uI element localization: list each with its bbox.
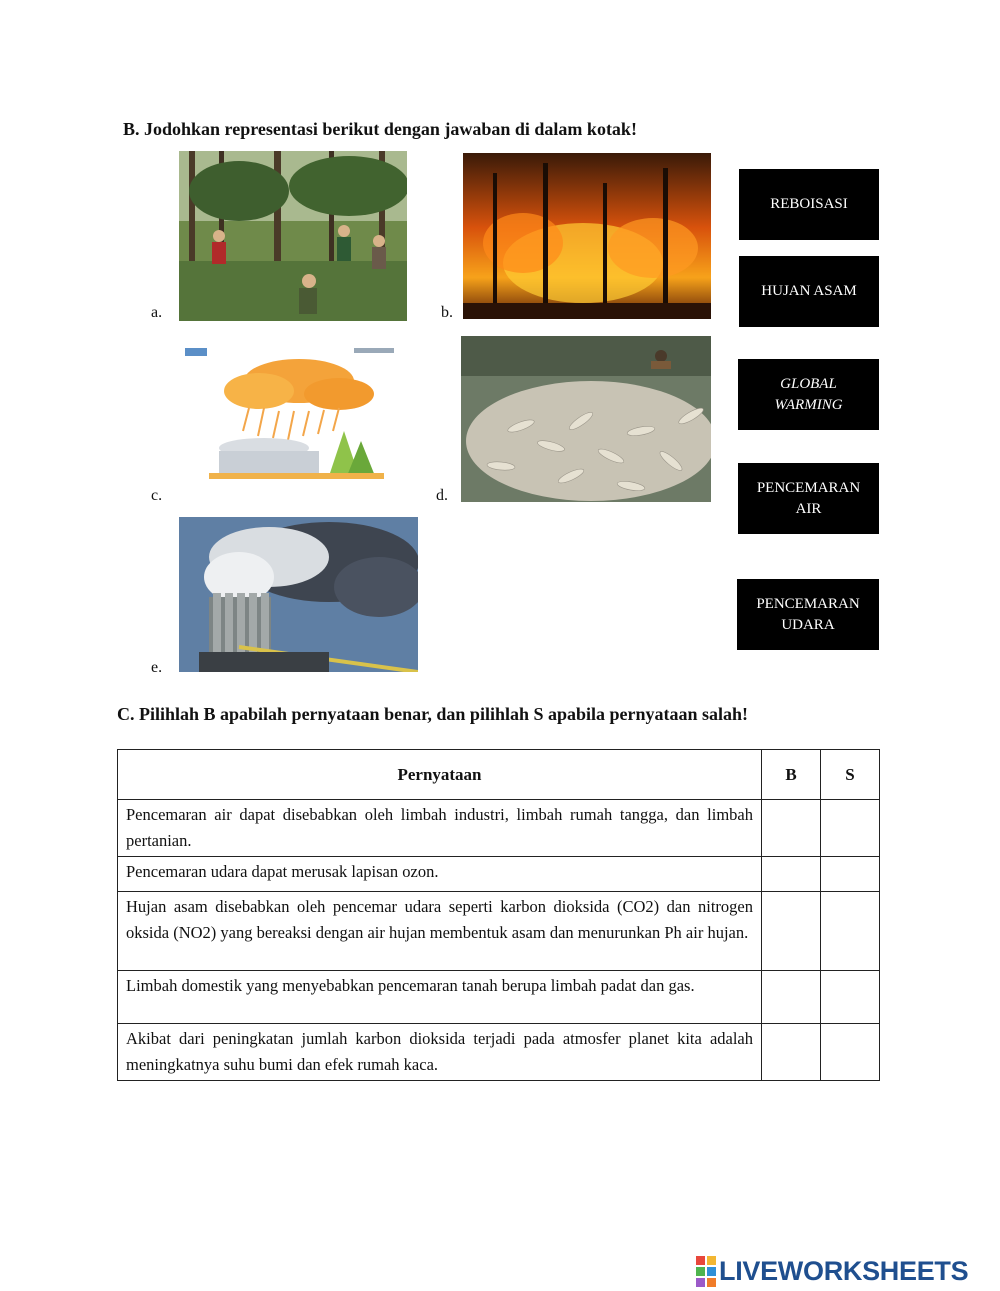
image-label-c: c. (151, 487, 163, 504)
answer-box-reboisasi[interactable] (739, 169, 879, 240)
header-b: B (762, 750, 821, 800)
answer-cell-s-1[interactable] (821, 800, 880, 857)
image-label-d: d. (436, 487, 448, 504)
acid-rain-illustration (179, 336, 407, 501)
answer-cell-b-3[interactable] (762, 892, 821, 971)
answer-box-pencemaran-air[interactable] (738, 463, 879, 534)
table-row (118, 800, 880, 857)
table-row (118, 971, 880, 1024)
logo-text: LIVEWORKSHEETS (719, 1256, 969, 1286)
table-header-row (118, 750, 880, 800)
header-s: S (821, 750, 880, 800)
liveworksheets-logo[interactable] (696, 1256, 968, 1287)
header-pernyataan: Pernyataan (118, 750, 762, 800)
answer-box-global-warming[interactable] (738, 359, 879, 430)
table-row (118, 1024, 880, 1081)
answer-cell-s-5[interactable] (821, 1024, 880, 1081)
answer-label-pencemaran-air: PENCEMARAN AIR (756, 479, 861, 517)
statement-3: Hujan asam disebabkan oleh pencemar udara seperti karbon dioksida (CO2) dan nitrogen oksida (NO2) yang bereaksi dengan air hujan membentuk asam dan menurunkan Ph air hujan. (118, 892, 762, 971)
answer-cell-b-2[interactable] (762, 857, 821, 892)
answer-cell-b-5[interactable] (762, 1024, 821, 1081)
answer-cell-s-3[interactable] (821, 892, 880, 971)
section-b-heading: B. Jodohkan representasi berikut dengan jawaban di dalam kotak! (123, 119, 637, 139)
answer-cell-b-4[interactable] (762, 971, 821, 1024)
answer-label-pencemaran-udara: PENCEMARAN UDARA (756, 595, 860, 633)
section-c-heading: C. Pilihlah B apabilah pernyataan benar, dan pilihlah S apabila pernyataan salah! (117, 704, 749, 724)
answer-cell-s-4[interactable] (821, 971, 880, 1024)
image-label-b: b. (441, 304, 453, 321)
answer-label-reboisasi: REBOISASI (770, 196, 848, 212)
table-row (118, 892, 880, 971)
answer-cell-s-2[interactable] (821, 857, 880, 892)
statement-2: Pencemaran udara dapat merusak lapisan ozon. (118, 857, 762, 892)
reforestation-photo (179, 151, 407, 321)
answer-box-pencemaran-udara[interactable] (737, 579, 879, 650)
statement-4: Limbah domestik yang menyebabkan pencemaran tanah berupa limbah padat dan gas. (118, 971, 762, 1024)
answer-label-hujan-asam: HUJAN ASAM (761, 283, 857, 299)
answer-box-hujan-asam[interactable] (739, 256, 879, 327)
image-label-a: a. (151, 304, 163, 321)
logo-mark-icon (696, 1256, 716, 1287)
true-false-table (117, 749, 880, 1081)
forest-fire-photo (463, 153, 711, 319)
statement-1: Pencemaran air dapat disebabkan oleh limbah industri, limbah rumah tangga, dan limbah pertanian. (118, 800, 762, 857)
answer-cell-b-1[interactable] (762, 800, 821, 857)
factory-smoke-photo (179, 517, 418, 672)
table-row (118, 857, 880, 892)
dead-fish-photo (461, 336, 711, 502)
statement-5: Akibat dari peningkatan jumlah karbon dioksida terjadi pada atmosfer planet kita adalah meningkatnya suhu bumi dan efek rumah kaca. (118, 1024, 762, 1081)
image-label-e: e. (151, 659, 163, 676)
answer-label-global-warming: GLOBAL WARMING (774, 375, 843, 413)
